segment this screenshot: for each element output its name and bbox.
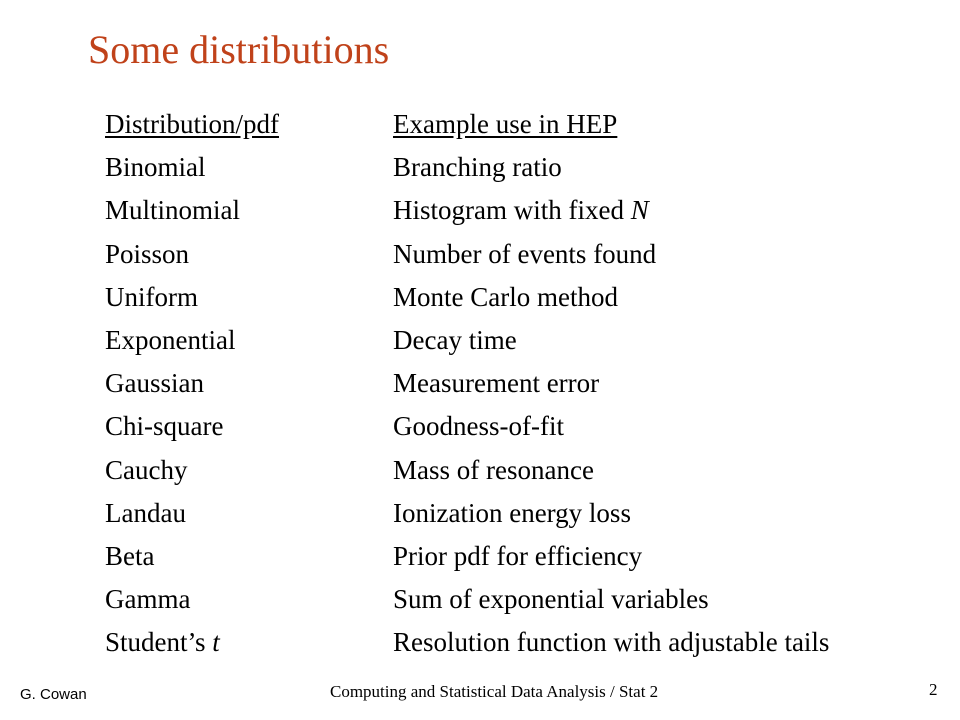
distribution-name: Gaussian <box>105 368 204 399</box>
distribution-name: Beta <box>105 540 155 571</box>
table-row <box>105 492 829 535</box>
example-use: Mass of resonance <box>393 454 594 485</box>
example-use: Goodness-of-fit <box>393 411 564 442</box>
example-use: Ionization energy loss <box>393 497 631 528</box>
header-distribution-pdf: Distribution/pdf <box>105 109 279 140</box>
example-use-text: Histogram with fixed <box>393 195 631 226</box>
distribution-name <box>105 627 393 658</box>
distribution-name: Poisson <box>105 238 190 269</box>
example-use: Monte Carlo method <box>393 281 618 312</box>
example-use <box>393 195 649 226</box>
table-row <box>105 362 829 405</box>
table-row <box>105 535 829 578</box>
table-row <box>105 276 829 319</box>
table-row <box>105 319 829 362</box>
distribution-name-italic: t <box>212 627 220 658</box>
table-row <box>105 146 829 189</box>
example-use: Resolution function with adjustable tails <box>393 627 830 658</box>
example-use: Number of events found <box>393 238 657 269</box>
distribution-name: Exponential <box>105 325 236 356</box>
example-use-italic: N <box>630 195 649 226</box>
example-use: Branching ratio <box>393 152 562 183</box>
table-row <box>105 578 829 621</box>
table-row <box>105 449 829 492</box>
example-use: Prior pdf for efficiency <box>393 540 643 571</box>
example-use: Measurement error <box>393 368 600 399</box>
table-header <box>105 103 829 146</box>
footer-course-title: Computing and Statistical Data Analysis / Stat 2 <box>330 682 659 701</box>
example-use: Decay time <box>393 325 517 356</box>
table-row <box>105 621 829 664</box>
distribution-name: Multinomial <box>105 195 240 226</box>
table-row <box>105 405 829 448</box>
table-row <box>105 189 829 232</box>
distribution-name: Chi-square <box>105 411 224 442</box>
slide-title: Some distributions <box>88 27 390 72</box>
distribution-name-text: Student’s <box>105 627 213 658</box>
distribution-name: Gamma <box>105 584 191 615</box>
distribution-table <box>105 103 829 664</box>
distribution-name: Binomial <box>105 152 206 183</box>
page-number: 2 <box>929 680 938 699</box>
footer-author: G. Cowan <box>20 686 87 703</box>
header-example-use: Example use in HEP <box>393 109 618 140</box>
distribution-name: Landau <box>105 497 186 528</box>
distribution-name: Uniform <box>105 281 198 312</box>
example-use: Sum of exponential variables <box>393 584 709 615</box>
table-row <box>105 233 829 276</box>
distribution-name: Cauchy <box>105 454 188 485</box>
